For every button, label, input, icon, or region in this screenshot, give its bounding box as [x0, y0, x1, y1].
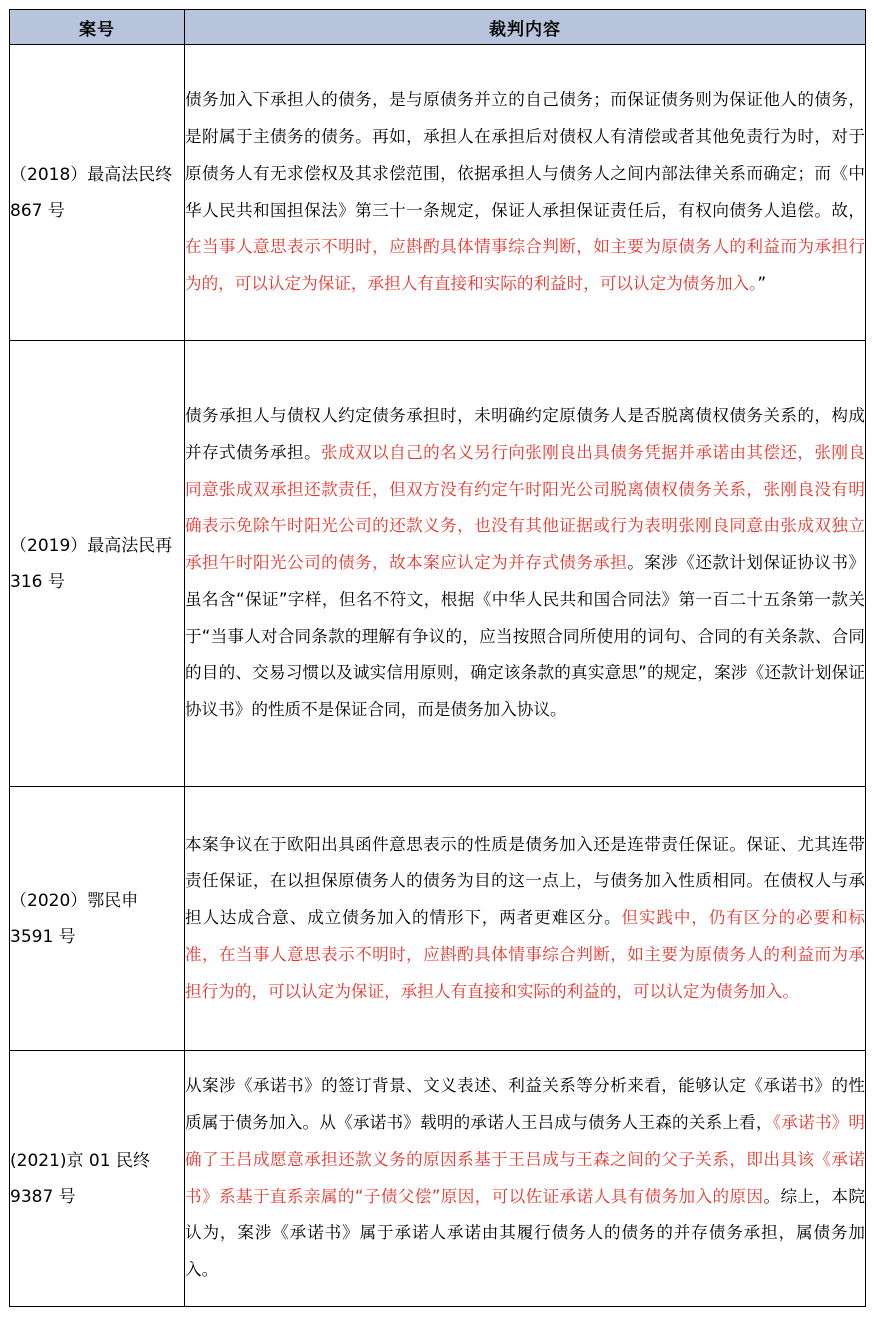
body-text: 从案涉《承诺书》的签订背景、文义表述、利益关系等分析来看，能够认定《承诺书》的性质属于债务加入。从《承诺书》载明的承诺人王吕成与债务人王森的关系上看，	[185, 1076, 865, 1133]
case-number-cell: （2018）最高法民终 867 号	[10, 45, 185, 341]
case-number-cell: （2019）最高法民再 316 号	[10, 341, 185, 787]
body-text: ”	[757, 273, 767, 293]
highlighted-text: 但实践中，仍有区分的必要和标准，在当事人意思表示不明时，应斟酌具体情事综合判断，如主要为原债务人的利益而为承担行为的，可以认定为保证，承担人有直接和实际的利益的，可以认定为债务加入。	[185, 908, 866, 1001]
table-row	[10, 787, 866, 1051]
body-text: 本案争议在于欧阳出具函件意思表示的性质是债务加入还是连带责任保证。保证、尤其连带责任保证，在以担保原债务人的债务为目的这一点上，与债务加入性质相同。在债权人与承担人达成合意、成立债务加入的情形下，两者更难区分。	[185, 834, 865, 928]
body-text: 。案涉《还款计划保证协议书》虽名含“保证”字样，但名不符文，根据《中华人民共和国合同法》第一百二十五条第一款关于“当事人对合同条款的理解有争议的，应当按照合同所使用的词句、合同的有关条款、合同的目的、交易习惯以及诚实信用原则，确定该条款的真实意思”的规定，案涉《还款计划保证协议书》的性质不是保证合同，而是债务加入协议。	[185, 553, 866, 719]
highlighted-text: 在当事人意思表示不明时，应斟酌具体情事综合判断，如主要为原债务人的利益而为承担行为的，可以认定为保证，承担人有直接和实际的利益时，可以认定为债务加入。	[185, 237, 865, 293]
case-number-cell: (2021)京 01 民终 9387 号	[10, 1051, 185, 1307]
judgment-content-cell	[185, 341, 866, 787]
judgment-content-cell	[185, 787, 866, 1051]
highlighted-text: 《承诺书》明确了王吕成愿意承担还款义务的原因系基于王吕成与王森之间的父子关系，即出具该《承诺书》系基于直系亲属的“子债父偿”原因，可以佐证承诺人具有债务加入的原因	[185, 1113, 866, 1206]
case-table	[9, 9, 866, 1307]
body-text: 债务加入下承担人的债务，是与原债务并立的自己债务；而保证债务则为保证他人的债务，是附属于主债务的债务。再如，承担人在承担后对债权人有清偿或者其他免责行为时，对于原债务人有无求偿权及其求偿范围，依据承担人与债务人之间内部法律关系而确定；而《中华人民共和国担保法》第三十一条规定，保证人承担保证责任后，有权向债务人追偿。故，	[185, 90, 865, 220]
table-row	[10, 45, 866, 341]
header-row	[10, 10, 866, 45]
header-case-no: 案号	[10, 10, 185, 45]
highlighted-text: 张成双以自己的名义另行向张刚良出具债务凭据并承诺由其偿还，张刚良同意张成双承担还款责任，但双方没有约定午时阳光公司脱离债权债务关系，张刚良没有明确表示免除午时阳光公司的还款义务，也没有其他证据或行为表明张刚良同意由张成双独立承担午时阳光公司的债务，故本案应认定为并存式债务承担	[185, 443, 866, 573]
judgment-content-cell	[185, 1051, 866, 1307]
body-text: 债务承担人与债权人约定债务承担时，未明确约定原债务人是否脱离债权债务关系的，构成并存式债务承担。	[185, 406, 865, 463]
judgment-content-cell	[185, 45, 866, 341]
table-row	[10, 1051, 866, 1307]
body-text: 。综上，本院认为，案涉《承诺书》属于承诺人承诺由其履行债务人的债务的并存债务承担，属债务加入。	[185, 1186, 866, 1279]
header-content: 裁判内容	[185, 10, 866, 45]
table-body	[10, 45, 866, 1307]
table-row	[10, 341, 866, 787]
case-number-cell: （2020）鄂民申 3591 号	[10, 787, 185, 1051]
